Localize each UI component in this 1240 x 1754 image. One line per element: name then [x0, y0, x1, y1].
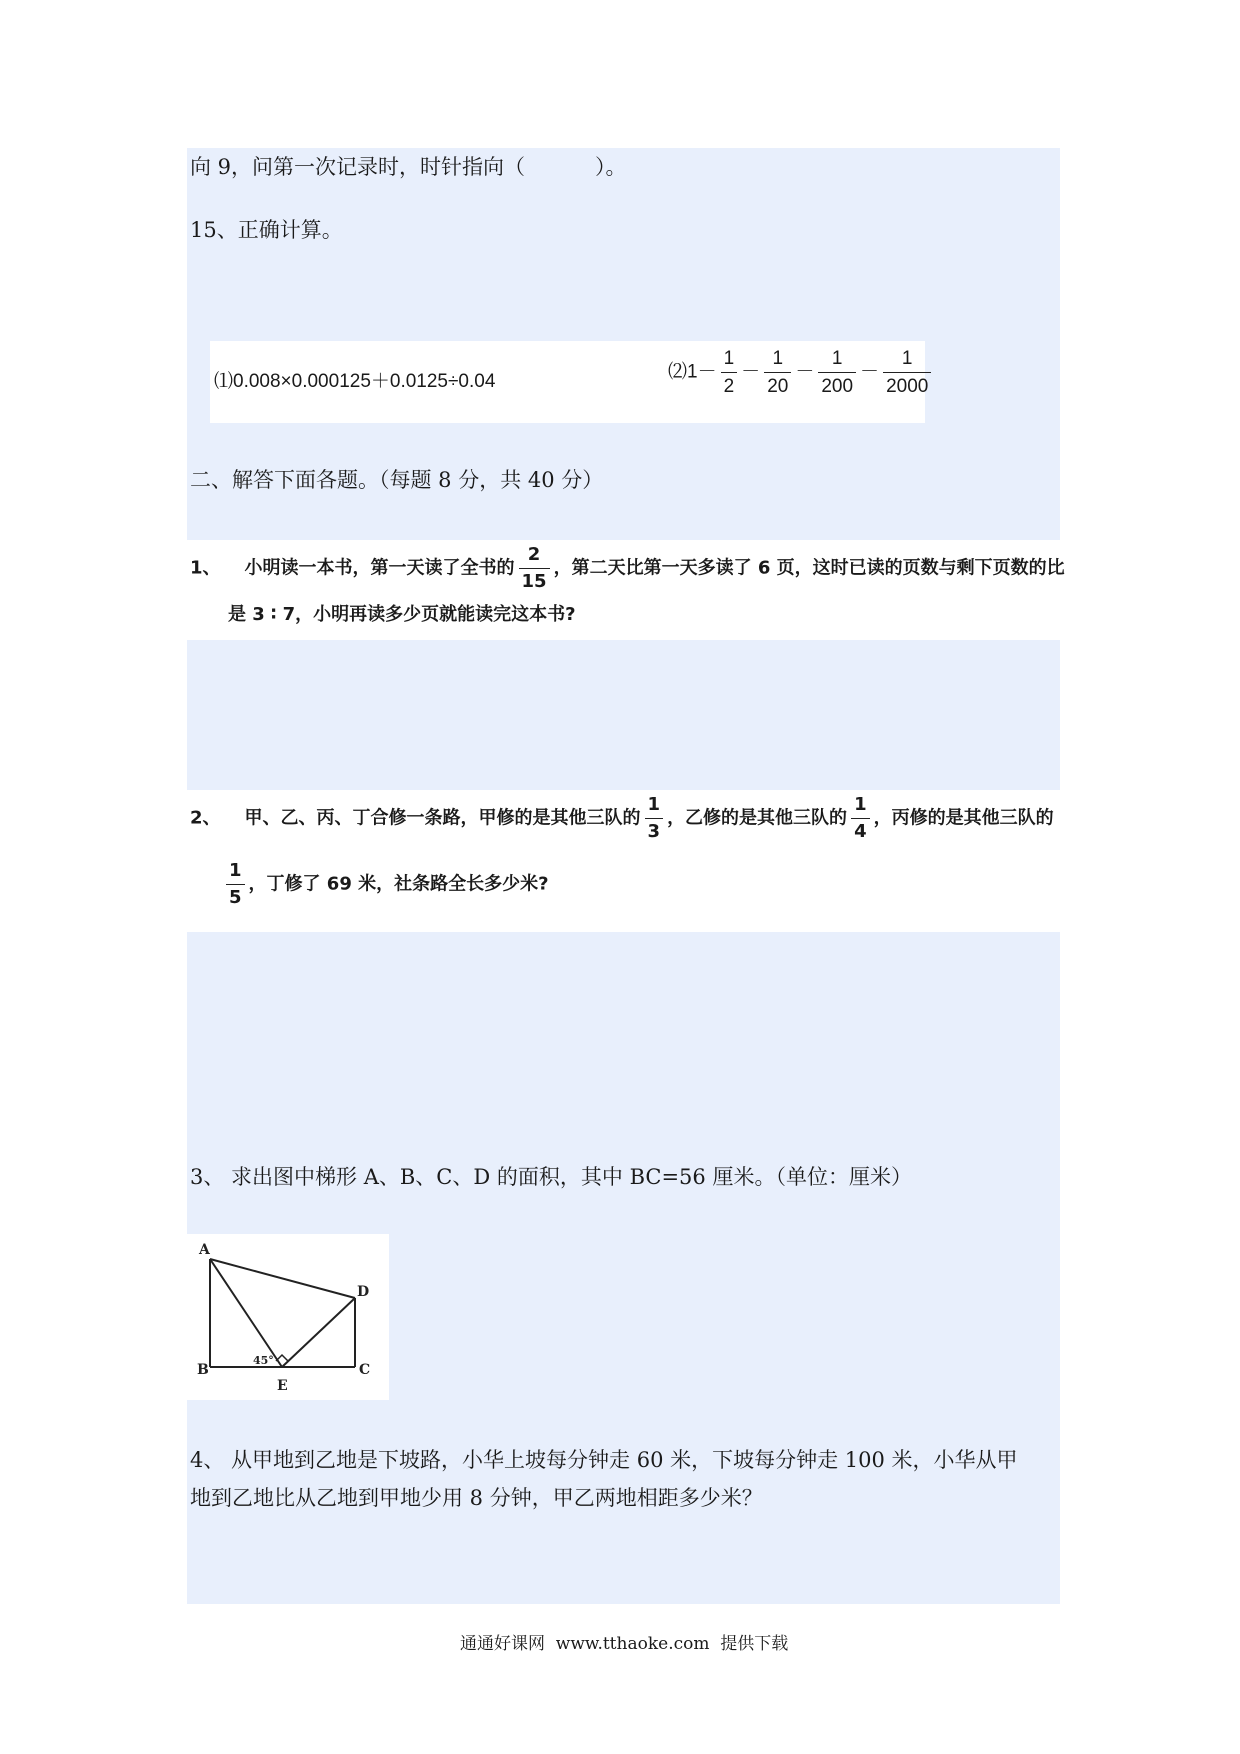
problem2-box	[187, 790, 1060, 932]
problem1-line1	[190, 546, 1065, 591]
label-c: C	[359, 1362, 371, 1378]
fraction: $\frac{1}{3}$	[645, 796, 664, 841]
content-panel-mid	[187, 640, 1060, 790]
problem1-box	[187, 540, 1065, 640]
fraction: $\frac{1}{2}$	[721, 349, 738, 396]
segment-ed	[282, 1298, 355, 1367]
problem1-line2: 是 3 ∶ 7，小明再读多少页就能读完这本书?	[228, 604, 576, 625]
fraction: $\frac{1}{2000}$	[883, 349, 931, 396]
section2-heading: 二、解答下面各题。（每题 8 分，共 40 分）	[190, 468, 604, 492]
minus-sign: －	[795, 361, 815, 383]
angle-label: 45°	[253, 1354, 274, 1367]
q14-close: ）。	[595, 155, 627, 179]
fraction: $\frac{2}{15}$	[519, 546, 550, 591]
problem2-text-b: ，乙修的是其他三队的	[667, 807, 848, 829]
problem2-text-c: ，丙修的是其他三队的	[873, 807, 1054, 829]
label-d: D	[357, 1284, 370, 1300]
minus-sign: －	[697, 361, 717, 383]
problem1-text-b: ，第二天比第一天多读了 6 页，这时已读的页数与剩下页数的比	[553, 557, 1065, 579]
fraction: $\frac{1}{200}$	[818, 349, 856, 396]
q15-title: 15、正确计算。	[190, 218, 343, 242]
problem2-line1	[190, 796, 1054, 841]
fraction: $\frac{1}{5}$	[226, 862, 245, 907]
fraction: $\frac{1}{4}$	[851, 796, 870, 841]
label-b: B	[197, 1362, 209, 1378]
problem1-number: 1、	[190, 557, 221, 579]
q14-text: 向 9，问第一次记录时，时针指向（	[190, 155, 526, 179]
problem4-line2: 地到乙地比从乙地到甲地少用 8 分钟，甲乙两地相距多少米？	[190, 1486, 763, 1510]
q15-expression-box	[210, 341, 929, 423]
problem2-line2	[222, 862, 549, 907]
problem3-text: 3、 求出图中梯形 A、B、C、D 的面积，其中 BC=56 厘米。（单位：厘米）	[190, 1165, 912, 1189]
q15-expr1: ⑴0.008×0.000125＋0.0125÷0.04	[214, 371, 496, 392]
minus-sign: －	[741, 361, 761, 383]
q14-line	[190, 153, 627, 181]
trapezoid-diagram	[187, 1234, 389, 1400]
trapezoid-figure	[187, 1234, 389, 1400]
expr2-prefix: ⑵1	[668, 361, 698, 383]
problem2-text-d: ，丁修了 69 米，社条路全长多少米?	[248, 873, 549, 895]
label-e: E	[277, 1378, 288, 1394]
footer-text: 通通好课网 www.tthaoke.com 提供下载	[460, 1634, 789, 1654]
right-angle-mark	[276, 1355, 288, 1361]
fraction: $\frac{1}{20}$	[764, 349, 791, 396]
problem1-text-a: 小明读一本书，第一天读了全书的	[244, 557, 515, 579]
label-a: A	[199, 1242, 210, 1258]
q15-expr2	[668, 349, 935, 396]
minus-sign: －	[860, 361, 880, 383]
problem2-text-a: 甲、乙、丙、丁合修一条路，甲修的是其他三队的	[244, 807, 641, 829]
problem4-line1: 4、 从甲地到乙地是下坡路，小华上坡每分钟走 60 米，下坡每分钟走 100 米，小华从甲	[190, 1448, 1018, 1472]
problem2-number: 2、	[190, 807, 221, 829]
